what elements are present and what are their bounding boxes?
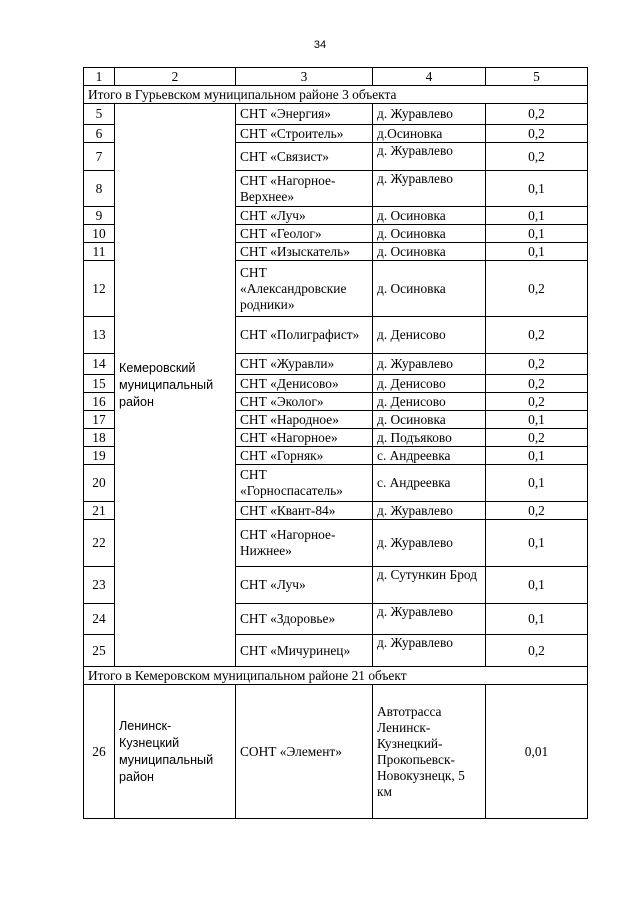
row-number: 25	[84, 635, 115, 667]
settlement: д. Осиновка	[373, 225, 486, 243]
row-number: 19	[84, 447, 115, 465]
row-number: 10	[84, 225, 115, 243]
row-number: 21	[84, 502, 115, 520]
settlement: д. Журавлево	[373, 520, 486, 567]
row-number: 18	[84, 429, 115, 447]
area-value: 0,2	[486, 354, 588, 375]
row-number: 15	[84, 375, 115, 393]
area-value: 0,1	[486, 604, 588, 635]
society-name: СНТ «Квант-84»	[236, 502, 373, 520]
settlement: д. Денисово	[373, 317, 486, 354]
area-value: 0,2	[486, 502, 588, 520]
column-number-2: 2	[115, 68, 236, 86]
row-number: 22	[84, 520, 115, 567]
society-name: СНТ «Луч»	[236, 567, 373, 604]
society-name: СНТ «Денисово»	[236, 375, 373, 393]
area-value: 0,2	[486, 125, 588, 143]
table-row	[84, 685, 588, 819]
society-name: СНТ «Здоровье»	[236, 604, 373, 635]
society-name: СНТ «Нагорное»	[236, 429, 373, 447]
registry-table	[83, 67, 588, 819]
row-number: 24	[84, 604, 115, 635]
society-name: СНТ «Нагорное-Нижнее»	[236, 520, 373, 567]
settlement: д. Журавлево	[373, 104, 486, 125]
settlement: д. Журавлево	[373, 635, 486, 667]
area-value: 0,1	[486, 520, 588, 567]
district-name: Ленинск-Кузнецкий муниципальный район	[115, 685, 236, 819]
row-number: 5	[84, 104, 115, 125]
area-value: 0,2	[486, 104, 588, 125]
area-value: 0,1	[486, 243, 588, 261]
gurievsky-total-text: Итого в Гурьевском муниципальном районе 3 объекта	[84, 86, 588, 104]
area-value: 0,1	[486, 207, 588, 225]
settlement: д.Осиновка	[373, 125, 486, 143]
kemerovo-total-row	[84, 667, 588, 685]
settlement: Автотрасса Ленинск-Кузнецкий-Прокопьевск-Новокузнецк, 5 км	[373, 685, 486, 819]
settlement: д. Журавлево	[373, 171, 486, 207]
row-number: 6	[84, 125, 115, 143]
district-name: Кемеровский муниципальный район	[115, 104, 236, 667]
gurievsky-total-row	[84, 86, 588, 104]
area-value: 0,2	[486, 429, 588, 447]
settlement: д. Сутункин Брод	[373, 567, 486, 604]
society-name: СНТ «Народное»	[236, 411, 373, 429]
society-name: СНТ «Эколог»	[236, 393, 373, 411]
society-name: СНТ «Полиграфист»	[236, 317, 373, 354]
row-number: 13	[84, 317, 115, 354]
society-name: СНТ «Александровские родники»	[236, 261, 373, 317]
row-number: 11	[84, 243, 115, 261]
row-number: 9	[84, 207, 115, 225]
settlement: д. Подъяково	[373, 429, 486, 447]
society-name: СНТ «Связист»	[236, 143, 373, 171]
settlement: д. Осиновка	[373, 207, 486, 225]
settlement: с. Андреевка	[373, 465, 486, 502]
row-number: 17	[84, 411, 115, 429]
society-name: СНТ «Нагорное-Верхнее»	[236, 171, 373, 207]
area-value: 0,2	[486, 143, 588, 171]
column-number-row	[84, 68, 588, 86]
settlement: д. Денисово	[373, 375, 486, 393]
area-value: 0,1	[486, 225, 588, 243]
area-value: 0,1	[486, 411, 588, 429]
column-number-5: 5	[486, 68, 588, 86]
row-number: 7	[84, 143, 115, 171]
area-value: 0,2	[486, 375, 588, 393]
area-value: 0,1	[486, 447, 588, 465]
area-value: 0,01	[486, 685, 588, 819]
row-number: 20	[84, 465, 115, 502]
settlement: д. Журавлево	[373, 143, 486, 171]
society-name: СНТ «Энергия»	[236, 104, 373, 125]
settlement: д. Осиновка	[373, 261, 486, 317]
table-row	[84, 104, 588, 125]
row-number: 12	[84, 261, 115, 317]
registry-table-body	[84, 68, 588, 819]
area-value: 0,2	[486, 261, 588, 317]
column-number-1: 1	[84, 68, 115, 86]
settlement: д. Журавлево	[373, 604, 486, 635]
society-name: СНТ «Изыскатель»	[236, 243, 373, 261]
society-name: СОНТ «Элемент»	[236, 685, 373, 819]
area-value: 0,1	[486, 171, 588, 207]
row-number: 14	[84, 354, 115, 375]
settlement: д. Денисово	[373, 393, 486, 411]
area-value: 0,2	[486, 635, 588, 667]
area-value: 0,2	[486, 317, 588, 354]
society-name: СНТ «Журавли»	[236, 354, 373, 375]
society-name: СНТ «Строитель»	[236, 125, 373, 143]
settlement: д. Осиновка	[373, 411, 486, 429]
settlement: д. Журавлево	[373, 502, 486, 520]
society-name: СНТ «Мичуринец»	[236, 635, 373, 667]
society-name: СНТ «Горноспасатель»	[236, 465, 373, 502]
society-name: СНТ «Горняк»	[236, 447, 373, 465]
society-name: СНТ «Геолог»	[236, 225, 373, 243]
area-value: 0,2	[486, 393, 588, 411]
area-value: 0,1	[486, 567, 588, 604]
settlement: с. Андреевка	[373, 447, 486, 465]
row-number: 16	[84, 393, 115, 411]
settlement: д. Осиновка	[373, 243, 486, 261]
kemerovo-total-text: Итого в Кемеровском муниципальном районе 21 объект	[84, 667, 588, 685]
column-number-3: 3	[236, 68, 373, 86]
row-number: 23	[84, 567, 115, 604]
area-value: 0,1	[486, 465, 588, 502]
row-number: 26	[84, 685, 115, 819]
column-number-4: 4	[373, 68, 486, 86]
settlement: д. Журавлево	[373, 354, 486, 375]
page-number: 34	[313, 39, 327, 51]
society-name: СНТ «Луч»	[236, 207, 373, 225]
row-number: 8	[84, 171, 115, 207]
